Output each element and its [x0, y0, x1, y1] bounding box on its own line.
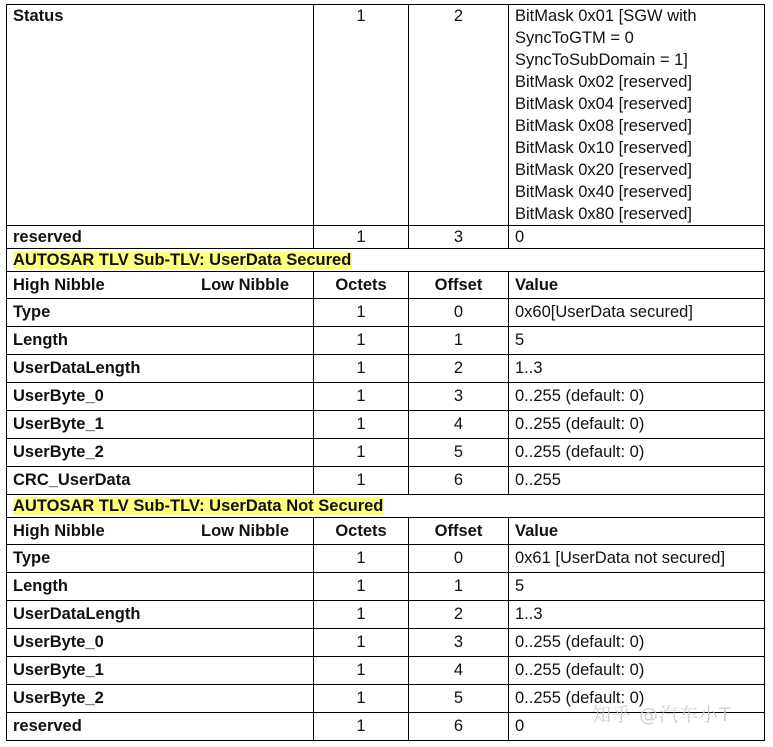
field-name: Length [7, 327, 314, 355]
table-row [7, 327, 765, 355]
value-cell: 5 [509, 327, 765, 355]
table-row [7, 383, 765, 411]
octets-cell: 1 [314, 629, 409, 657]
offset-cell: 0 [409, 545, 509, 573]
octets-cell: 1 [314, 573, 409, 601]
octets-cell: 1 [314, 657, 409, 685]
section-title: AUTOSAR TLV Sub-TLV: UserData Secured [13, 251, 352, 269]
octets-cell: 1 [314, 439, 409, 467]
value-cell: 0..255 (default: 0) [509, 657, 765, 685]
status-value-cell [509, 5, 765, 226]
value-line: BitMask 0x02 [reserved] [515, 73, 692, 91]
value-cell: 0..255 (default: 0) [509, 629, 765, 657]
offset-cell: 2 [409, 5, 509, 226]
value-line: SyncToSubDomain = 1] [515, 51, 688, 69]
octets-cell: 1 [314, 327, 409, 355]
field-name: UserDataLength [7, 601, 314, 629]
field-name: reserved [7, 226, 314, 249]
section-title-not-secured [7, 495, 765, 518]
offset-cell: 5 [409, 685, 509, 713]
field-name: Type [7, 299, 314, 327]
octets-cell: 1 [314, 545, 409, 573]
header-offset: Offset [409, 272, 509, 299]
offset-cell: 2 [409, 355, 509, 383]
value-cell: 0 [509, 226, 765, 249]
field-name: UserByte_2 [7, 685, 314, 713]
header-value: Value [509, 518, 765, 545]
field-name: UserByte_1 [7, 411, 314, 439]
value-line: BitMask 0x08 [reserved] [515, 117, 692, 135]
octets-cell: 1 [314, 713, 409, 741]
value-cell: 0..255 (default: 0) [509, 685, 765, 713]
offset-cell: 3 [409, 629, 509, 657]
status-row [7, 5, 765, 226]
table-row [7, 299, 765, 327]
value-cell: 0x60[UserData secured] [509, 299, 765, 327]
table-row [7, 657, 765, 685]
field-name: reserved [7, 713, 314, 741]
table-row [7, 601, 765, 629]
value-cell: 0..255 (default: 0) [509, 383, 765, 411]
offset-cell: 2 [409, 601, 509, 629]
header-row [7, 272, 765, 299]
field-name: CRC_UserData [7, 467, 314, 495]
octets-cell: 1 [314, 411, 409, 439]
octets-cell: 1 [314, 299, 409, 327]
field-name: UserByte_1 [7, 657, 314, 685]
octets-cell: 1 [314, 355, 409, 383]
value-line: SyncToGTM = 0 [515, 29, 634, 47]
value-cell: 5 [509, 573, 765, 601]
value-line: BitMask 0x01 [SGW with [515, 7, 697, 25]
offset-cell: 4 [409, 657, 509, 685]
table-row [7, 411, 765, 439]
offset-cell: 6 [409, 467, 509, 495]
octets-cell: 1 [314, 467, 409, 495]
field-name: UserByte_0 [7, 383, 314, 411]
field-name: Length [7, 573, 314, 601]
header-low-nibble: Low Nibble [201, 276, 289, 294]
table-row [7, 629, 765, 657]
value-line: BitMask 0x20 [reserved] [515, 161, 692, 179]
header-offset: Offset [409, 518, 509, 545]
header-octets: Octets [314, 272, 409, 299]
header-low-nibble: Low Nibble [201, 522, 289, 540]
octets-cell: 1 [314, 601, 409, 629]
reserved-row [7, 226, 765, 249]
field-name: Type [7, 545, 314, 573]
table-row [7, 467, 765, 495]
value-line: BitMask 0x10 [reserved] [515, 139, 692, 157]
offset-cell: 3 [409, 383, 509, 411]
offset-cell: 5 [409, 439, 509, 467]
field-name: Status [7, 5, 314, 226]
field-name: UserByte_2 [7, 439, 314, 467]
header-row [7, 518, 765, 545]
table-row [7, 573, 765, 601]
octets-cell: 1 [314, 226, 409, 249]
field-name: UserDataLength [7, 355, 314, 383]
octets-cell: 1 [314, 5, 409, 226]
octets-cell: 1 [314, 383, 409, 411]
section-title-secured [7, 249, 765, 272]
value-cell: 0 [509, 713, 765, 741]
value-line: BitMask 0x04 [reserved] [515, 95, 692, 113]
field-name: UserByte_0 [7, 629, 314, 657]
header-high-nibble: High Nibble [13, 522, 105, 540]
section-title: AUTOSAR TLV Sub-TLV: UserData Not Secured [13, 497, 384, 515]
value-cell: 1..3 [509, 355, 765, 383]
header-high-nibble: High Nibble [13, 276, 105, 294]
offset-cell: 0 [409, 299, 509, 327]
offset-cell: 1 [409, 573, 509, 601]
value-cell: 0x61 [UserData not secured] [509, 545, 765, 573]
offset-cell: 6 [409, 713, 509, 741]
value-line: BitMask 0x40 [reserved] [515, 183, 692, 201]
offset-cell: 1 [409, 327, 509, 355]
header-octets: Octets [314, 518, 409, 545]
value-cell: 0..255 (default: 0) [509, 411, 765, 439]
offset-cell: 4 [409, 411, 509, 439]
value-cell: 1..3 [509, 601, 765, 629]
value-cell: 0..255 [509, 467, 765, 495]
table-row [7, 355, 765, 383]
table-row [7, 439, 765, 467]
value-line: BitMask 0x80 [reserved] [515, 205, 692, 223]
value-cell: 0..255 (default: 0) [509, 439, 765, 467]
header-value: Value [509, 272, 765, 299]
watermark: 知乎 @汽车小T [592, 704, 732, 726]
tlv-spec-table [6, 4, 765, 741]
offset-cell: 3 [409, 226, 509, 249]
octets-cell: 1 [314, 685, 409, 713]
table-row [7, 545, 765, 573]
